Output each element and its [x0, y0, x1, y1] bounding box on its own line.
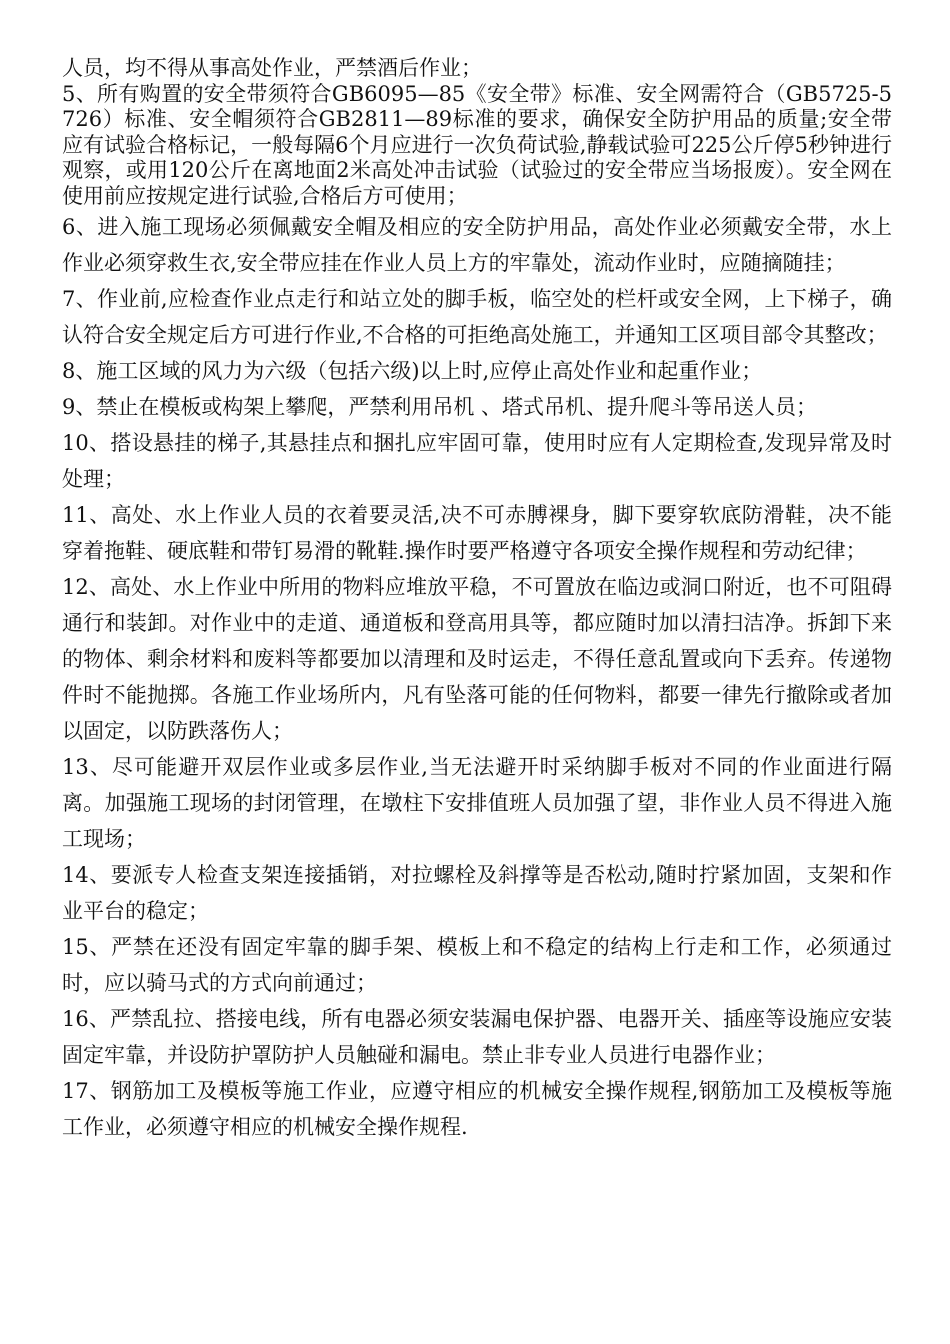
- paragraph-item-6: 6、进入施工现场必须佩戴安全帽及相应的安全防护用品，高处作业必须戴安全带，水上作业必须穿救生衣,安全带应挂在作业人员上方的牢靠处，流动作业时，应随摘随挂；: [62, 215, 892, 275]
- paragraph-item-11: 11、高处、水上作业人员的衣着要灵活,决不可赤膊裸身，脚下要穿软底防滑鞋，决不能穿着拖鞋、硬底鞋和带钉易滑的靴鞋.操作时要严格遵守各项安全操作规程和劳动纪律；: [62, 503, 892, 563]
- paragraph-item-8: 8、施工区域的风力为六级（包括六级)以上时,应停止高处作业和起重作业；: [62, 359, 763, 383]
- paragraph-item-9: 9、禁止在模板或构架上攀爬，严禁利用吊机 、塔式吊机、提升爬斗等吊送人员；: [62, 395, 818, 419]
- paragraph-item-12: 12、高处、水上作业中所用的物料应堆放平稳，不可置放在临边或洞口附近，也不可阻碍通行和装卸。对作业中的走道、通道板和登高用具等，都应随时加以清扫洁净。拆卸下来的物体、剩余材料和废料等都要加以清理和及时运走，不得任意乱置或向下丢弃。传递物件时不能抛掷。各施工作业场所内，凡有坠落可能的任何物料，都要一律先行撤除或者加以固定，以防跌落伤人；: [62, 575, 892, 743]
- paragraph-intro: 人员，均不得从事高处作业，严禁酒后作业；: [62, 56, 482, 80]
- document-page: [62, 56, 892, 1145]
- paragraph-item-7: 7、作业前,应检查作业点走行和站立处的脚手板，临空处的栏杆或安全网，上下梯子，确认符合安全规定后方可进行作业,不合格的可拒绝高处施工，并通知工区项目部令其整改；: [62, 287, 892, 347]
- paragraph-item-5: 5、所有购置的安全带须符合GB6095—85《安全带》标准、安全网需符合（GB5725-5726）标准、安全帽须符合GB2811—89标准的要求，确保安全防护用品的质量;安全带应有试验合格标记，一般每隔6个月应进行一次负荷试验,静载试验可225公斤停5秒钟进行观察，或用120公斤在离地面2米高处冲击试验（试验过的安全带应当场报废）。安全网在使用前应按规定进行试验,合格后方可使用；: [62, 81, 892, 208]
- paragraph-item-10: 10、搭设悬挂的梯子,其悬挂点和捆扎应牢固可靠，使用时应有人定期检查,发现异常及时处理；: [62, 431, 892, 491]
- paragraph-item-13: 13、尽可能避开双层作业或多层作业,当无法避开时采纳脚手板对不同的作业面进行隔离。加强施工现场的封闭管理，在墩柱下安排值班人员加强了望，非作业人员不得进入施工现场；: [62, 755, 892, 851]
- paragraph-item-17: 17、钢筋加工及模板等施工作业，应遵守相应的机械安全操作规程,钢筋加工及模板等施工作业，必须遵守相应的机械安全操作规程.: [62, 1079, 892, 1139]
- paragraph-item-16: 16、严禁乱拉、搭接电线，所有电器必须安装漏电保护器、电器开关、插座等设施应安装固定牢靠，并设防护罩防护人员触碰和漏电。禁止非专业人员进行电器作业；: [62, 1007, 892, 1067]
- paragraph-item-14: 14、要派专人检查支架连接插销，对拉螺栓及斜撑等是否松动,随时拧紧加固，支架和作业平台的稳定；: [62, 863, 892, 923]
- paragraph-item-15: 15、严禁在还没有固定牢靠的脚手架、模板上和不稳定的结构上行走和工作，必须通过时，应以骑马式的方式向前通过；: [62, 935, 892, 995]
